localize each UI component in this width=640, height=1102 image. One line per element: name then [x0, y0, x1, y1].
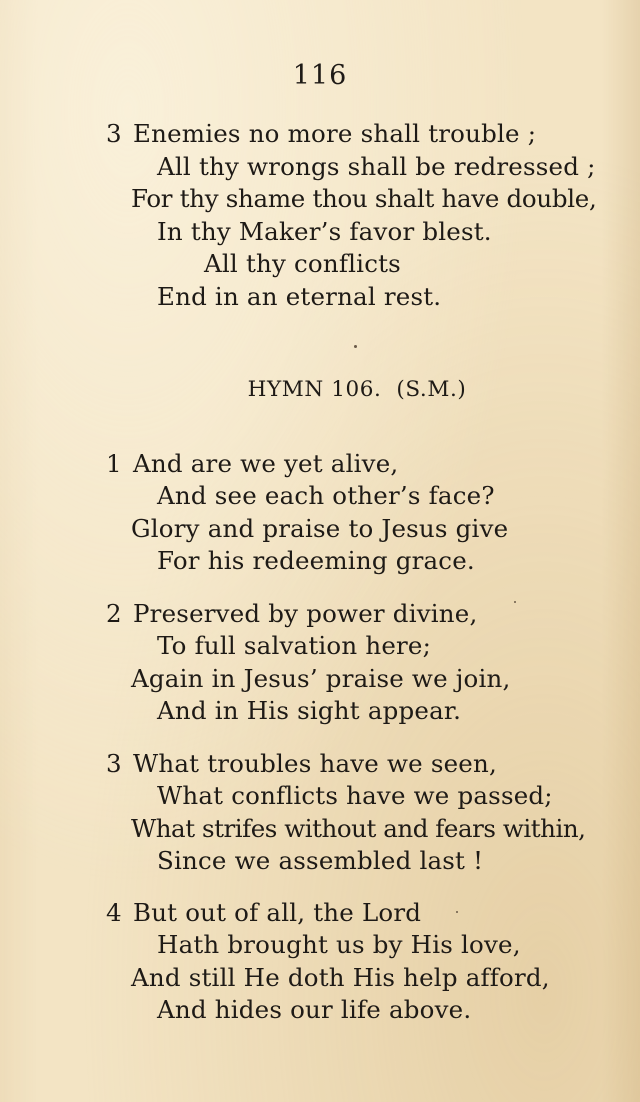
- hymn-number: HYMN 106.: [247, 377, 382, 402]
- stanza-number: 2: [106, 599, 122, 628]
- stanza-line: And in His sight appear.: [157, 696, 462, 725]
- ink-speck: [514, 601, 516, 603]
- stanza-line: Glory and praise to Jesus give: [131, 514, 509, 543]
- stanza-line: For thy shame thou shalt have double,: [131, 184, 597, 213]
- stanza-line: Preserved by power divine,: [133, 599, 478, 628]
- ink-speck: [354, 345, 357, 348]
- stanza-line: What troubles have we seen,: [133, 749, 497, 778]
- stanza-line: And are we yet alive,: [133, 449, 399, 478]
- stanza-line: And hides our life above.: [157, 995, 472, 1024]
- stanza-line: Enemies no more shall trouble ;: [133, 119, 537, 148]
- stanza-line: Again in Jesus’ praise we join,: [131, 664, 511, 693]
- stanza-line: For his redeeming grace.: [157, 546, 475, 575]
- hymn-title: [0, 377, 640, 402]
- stanza-number: 3: [106, 119, 122, 148]
- stanza-line: End in an eternal rest.: [157, 282, 442, 311]
- stanza-line: To full salvation here;: [157, 631, 432, 660]
- stanza-line: What conflicts have we passed;: [157, 781, 553, 810]
- stanza-line: All thy conflicts: [204, 249, 401, 278]
- stanza-number: 1: [106, 449, 122, 478]
- hymn-meter: (S.M.): [396, 377, 467, 402]
- stanza-number: 3: [106, 749, 122, 778]
- stanza-line: But out of all, the Lord: [133, 898, 422, 927]
- stanza-line: All thy wrongs shall be redressed ;: [157, 152, 596, 181]
- stanza-line: Hath brought us by His love,: [157, 930, 521, 959]
- stanza-line: And see each other’s face?: [157, 481, 495, 510]
- stanza-line: In thy Maker’s favor blest.: [157, 217, 492, 246]
- stanza-number: 4: [106, 898, 122, 927]
- stanza-line: Since we assembled last !: [157, 846, 484, 875]
- page-number: 116: [292, 60, 348, 91]
- stanza-line: And still He doth His help afford,: [131, 963, 550, 992]
- stanza-line: What strifes without and fears within,: [131, 814, 586, 843]
- ink-speck: [456, 911, 458, 913]
